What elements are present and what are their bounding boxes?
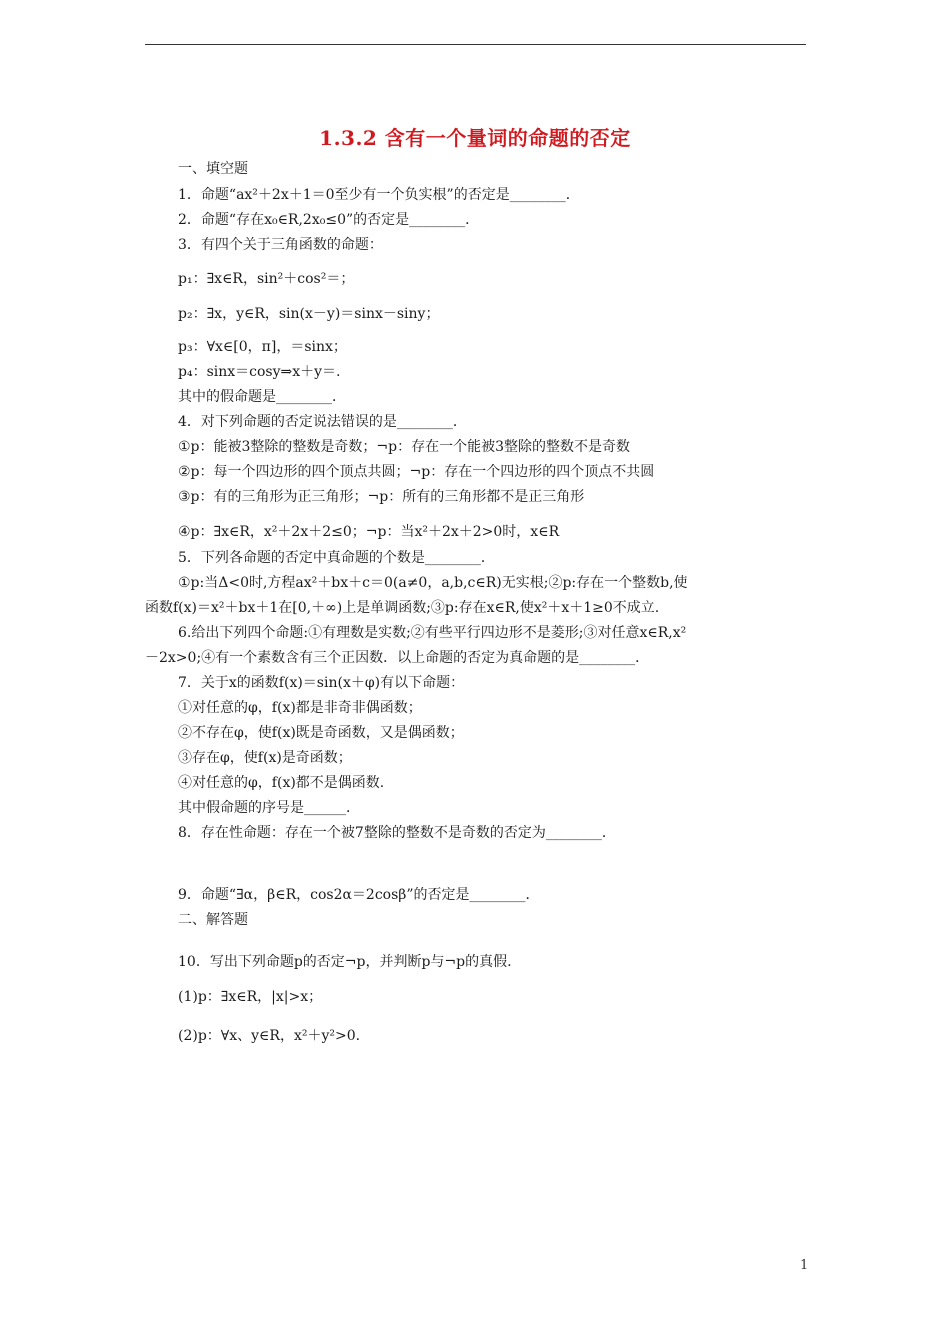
question-9: 9．命题“∃α，β∈R，cos2α＝2cosβ”的否定是________． xyxy=(178,887,540,903)
question-4: 4．对下列命题的否定说法错误的是________． xyxy=(178,414,467,430)
q5-body-2: 函数f(x)＝x²＋bx＋1在[0,＋∞)上是单调函数;③p:存在x∈R,使x²＋x＋1≥0不成立. xyxy=(145,600,660,616)
q3-prompt: 其中的假命题是________． xyxy=(178,389,346,405)
page-number: 1 xyxy=(800,1258,809,1273)
q3-p2: p₂：∃x，y∈R，sin(x－y)＝sinx－siny； xyxy=(178,306,440,322)
q7-prompt: 其中假命题的序号是______． xyxy=(178,800,360,816)
question-3: 3．有四个关于三角函数的命题： xyxy=(178,237,383,253)
q10-part-1: (1)p：∃x∈R，|x|>x； xyxy=(178,989,323,1005)
q3-p3: p₃：∀x∈[0，π]，＝sinx； xyxy=(178,339,347,355)
question-2: 2．命题“存在x₀∈R,2x₀≤0”的否定是________． xyxy=(178,212,480,228)
page-title: 1.3.2 含有一个量词的命题的否定 xyxy=(319,126,631,150)
q7-item-1: ①对任意的φ，f(x)都是非奇非偶函数； xyxy=(178,700,422,716)
q7-item-4: ④对任意的φ，f(x)都不是偶函数. xyxy=(178,775,385,791)
q4-option-2: ②p：每一个四边形的四个顶点共圆；¬p：存在一个四边形的四个顶点不共圆 xyxy=(178,464,655,480)
q4-option-4: ④p：∃x∈R，x²＋2x＋2≤0；¬p：当x²＋2x＋2>0时，x∈R xyxy=(178,524,560,540)
question-6: 6.给出下列四个命题:①有理数是实数;②有些平行四边形不是菱形;③对任意x∈R,x² xyxy=(178,625,687,641)
q4-option-1: ①p：能被3整除的整数是奇数；¬p：存在一个能被3整除的整数不是奇数 xyxy=(178,439,631,455)
section-answer: 二、解答题 xyxy=(178,912,248,928)
question-7: 7．关于x的函数f(x)＝sin(x＋φ)有以下命题： xyxy=(178,675,465,691)
q7-item-2: ②不存在φ，使f(x)既是奇函数，又是偶函数； xyxy=(178,725,464,741)
header-rule xyxy=(145,44,806,45)
q10-part-2: (2)p：∀x、y∈R，x²＋y²>0. xyxy=(178,1028,361,1044)
q7-item-3: ③存在φ，使f(x)是奇函数； xyxy=(178,750,352,766)
q3-p1: p₁：∃x∈R，sin²＋cos²＝； xyxy=(178,271,355,287)
question-5: 5．下列各命题的否定中真命题的个数是________． xyxy=(178,550,495,566)
question-1: 1．命题“ax²＋2x＋1＝0至少有一个负实根”的否定是________． xyxy=(178,187,580,203)
q6-body: －2x>0;④有一个素数含有三个正因数．以上命题的否定为真命题的是________． xyxy=(145,650,650,666)
q3-p4: p₄：sinx＝cosy⇒x＋y＝. xyxy=(178,364,341,380)
question-8: 8．存在性命题：存在一个被7整除的整数不是奇数的否定为________． xyxy=(178,825,616,841)
section-fill-blank: 一、填空题 xyxy=(178,161,248,177)
question-10: 10．写出下列命题p的否定¬p，并判断p与¬p的真假. xyxy=(178,954,512,970)
q5-body-1: ①p:当Δ<0时,方程ax²＋bx＋c＝0(a≠0，a,b,c∈R)无实根;②p:存在一个整数b,使 xyxy=(178,575,688,591)
q4-option-3: ③p：有的三角形为正三角形；¬p：所有的三角形都不是正三角形 xyxy=(178,489,585,505)
